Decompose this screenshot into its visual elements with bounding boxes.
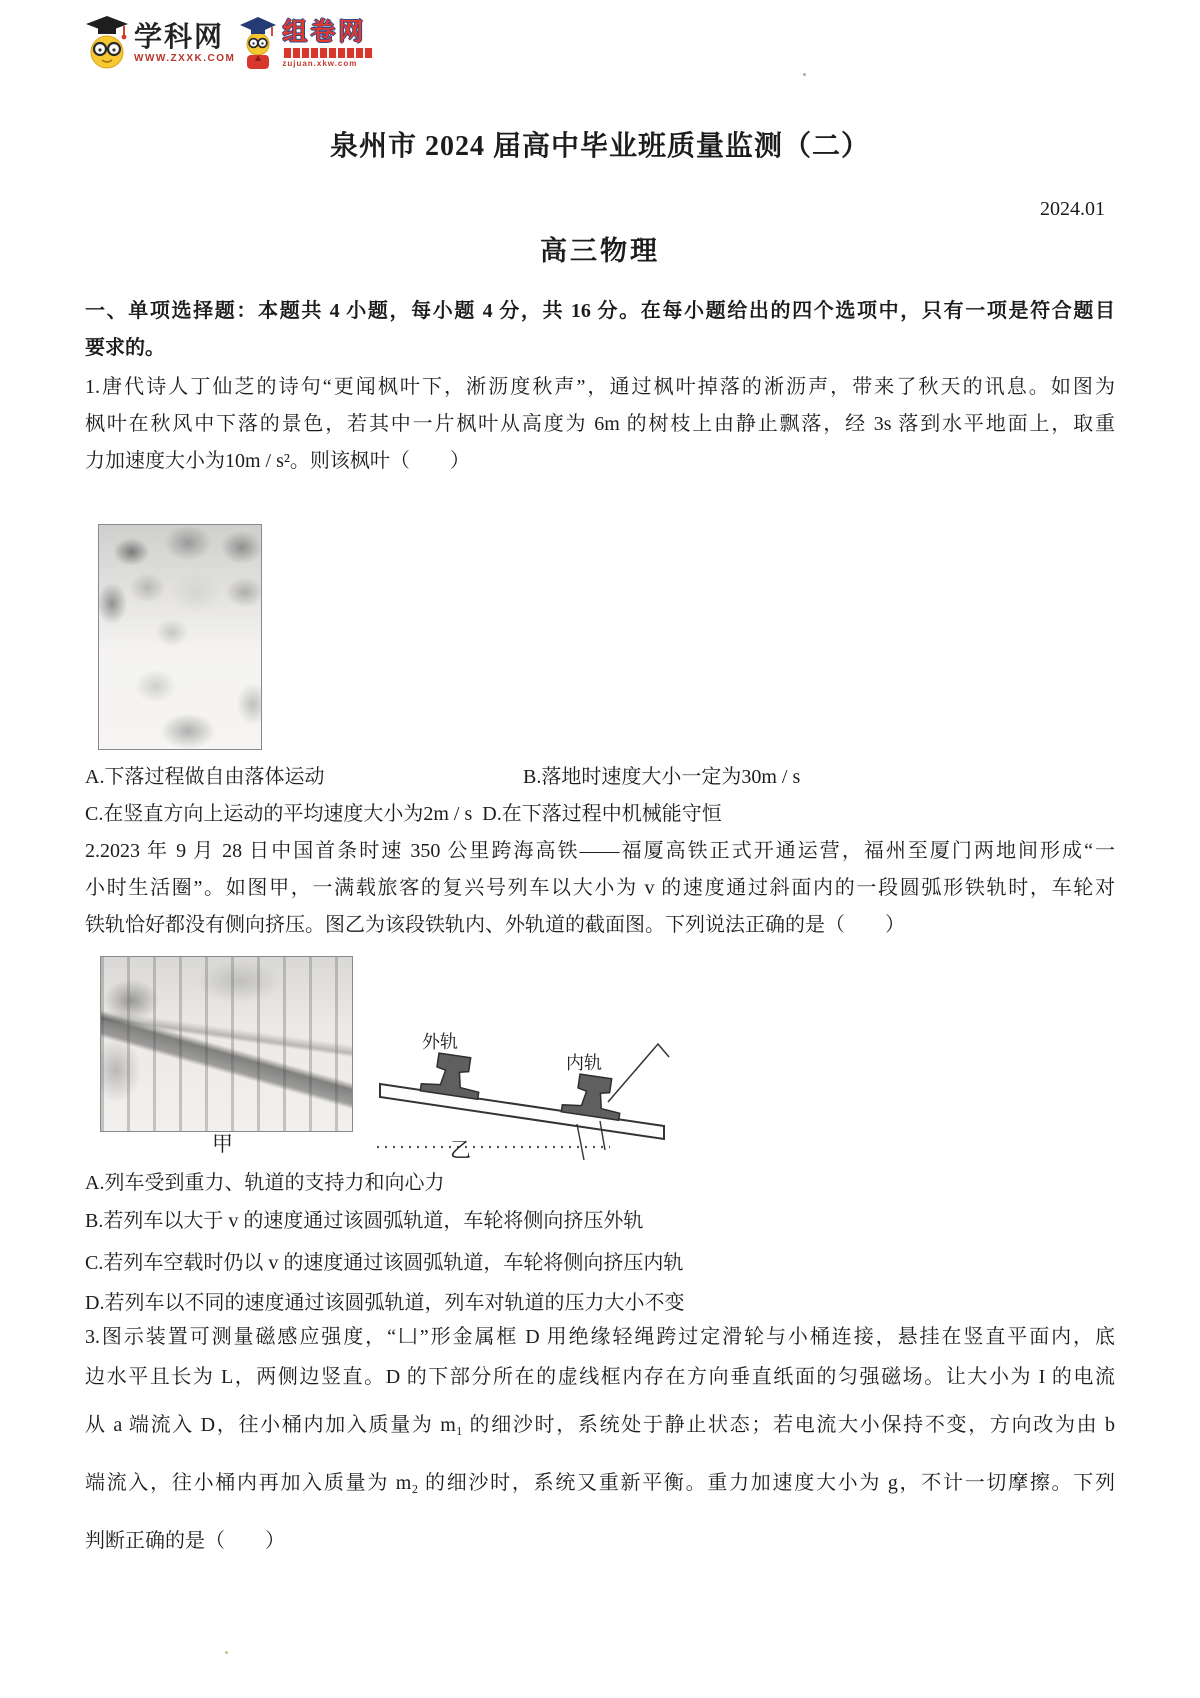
page-title: 泉州市 2024 届高中毕业班质量监测（二） [329, 131, 870, 162]
figure-jia-label: 甲 [212, 1132, 233, 1156]
q2-text-line3: 铁轨恰好都没有侧向挤压。图乙为该段铁轨内、外轨道的截面图。下列说法正确的是（ ） [85, 914, 905, 936]
q1-options-row2 [85, 799, 1115, 829]
speck-bottom [225, 1651, 228, 1654]
rail-cross-section-diagram [372, 1022, 672, 1162]
q2-text-line2: 小时生活圈”。如图甲，一满载旅客的复兴号列车以大小为 v 的速度通过斜面内的一段圆弧形铁轨时，车轮对 [85, 877, 1115, 899]
highspeed-rail-photo [100, 956, 353, 1132]
q2-option-b: B.若列车以大于 v 的速度通过该圆弧轨道，车轮将侧向挤压外轨 [85, 1210, 644, 1232]
q3-text-line4: 端流入，往小桶内再加入质量为 m₂ 的细沙时，系统又重新平衡。重力加速度大小为 g，不计一切摩擦。下列 [85, 1472, 1115, 1494]
q3-text-line2: 边水平且长为 L，两侧边竖直。D 的下部分所在的虚线框内存在方向垂直纸面的匀强磁场。让大小为 I 的电流 [85, 1366, 1115, 1388]
speck-top [803, 73, 806, 76]
exam-date: 2024.01 [1040, 198, 1105, 220]
section1-header-line2: 要求的。 [85, 337, 165, 359]
q3-text-line3: 从 a 端流入 D，往小桶内加入质量为 m₁ 的细沙时，系统处于静止状态；若电流大小保持不变，方向改为由 b [85, 1414, 1115, 1436]
q2-option-c: C.若列车空载时仍以 v 的速度通过该圆弧轨道，车轮将侧向挤压内轨 [85, 1252, 684, 1274]
q3-text-line1: 3.图示装置可测量磁感应强度，“凵”形金属框 D 用绝缘轻绳跨过定滑轮与小桶连接，悬挂在竖直平面内，底 [85, 1326, 1115, 1348]
q2-option-a: A.列车受到重力、轨道的支持力和向心力 [85, 1172, 445, 1194]
subject-title: 高三物理 [540, 236, 660, 266]
q1-option-a: A.下落过程做自由落体运动 [85, 766, 325, 788]
q1-option-b: B.落地时速度大小一定为30m / s [523, 766, 801, 788]
zujuanwang-url: zujuan.xkw.com [282, 58, 358, 68]
logo [84, 14, 374, 72]
xuekewang-mascot-icon [84, 14, 130, 72]
zujuanwang-banner [282, 48, 374, 58]
q1-options-row1 [85, 762, 1115, 792]
outer-rail-label: 外轨 [422, 1032, 458, 1052]
q1-text-line1: 1.唐代诗人丁仙芝的诗句“更闻枫叶下，淅沥度秋声”，通过枫叶掉落的淅沥声，带来了秋天的讯息。如图为 [85, 376, 1115, 398]
q3-text-line5: 判断正确的是（ ） [85, 1530, 285, 1552]
section1-header-line1: 一、单项选择题：本题共 4 小题，每小题 4 分，共 16 分。在每小题给出的四个选项中，只有一项是符合题目 [85, 300, 1115, 322]
xuekewang-name: 学科网 [134, 21, 225, 52]
q2-text-line1: 2.2023 年 9 月 28 日中国首条时速 350 公里跨海高铁——福厦高铁正式开通运营，福州至厦门两地间形成“一 [85, 840, 1115, 862]
figure-yi-label: 乙 [450, 1138, 471, 1162]
zujuanwang-name: 组卷网 [282, 17, 367, 46]
zujuanwang-mascot-icon [237, 14, 279, 72]
q1-option-c: C.在竖直方向上运动的平均速度大小为2m / s [85, 803, 473, 825]
maple-leaves-photo [98, 524, 262, 750]
q1-option-d: D.在下落过程中机械能守恒 [482, 803, 722, 825]
q2-option-d: D.若列车以不同的速度通过该圆弧轨道，列车对轨道的压力大小不变 [85, 1292, 685, 1314]
q1-text-line2: 枫叶在秋风中下落的景色，若其中一片枫叶从高度为 6m 的树枝上由静止飘落，经 3s 落到水平地面上，取重 [85, 413, 1115, 435]
xuekewang-url: WWW.ZXXK.COM [134, 53, 236, 64]
inner-rail-label: 内轨 [566, 1053, 602, 1073]
xuekewang-brand [134, 22, 235, 64]
zujuanwang-brand [282, 19, 374, 68]
q1-text-line3: 力加速度大小为10m / s²。则该枫叶（ ） [85, 450, 470, 472]
